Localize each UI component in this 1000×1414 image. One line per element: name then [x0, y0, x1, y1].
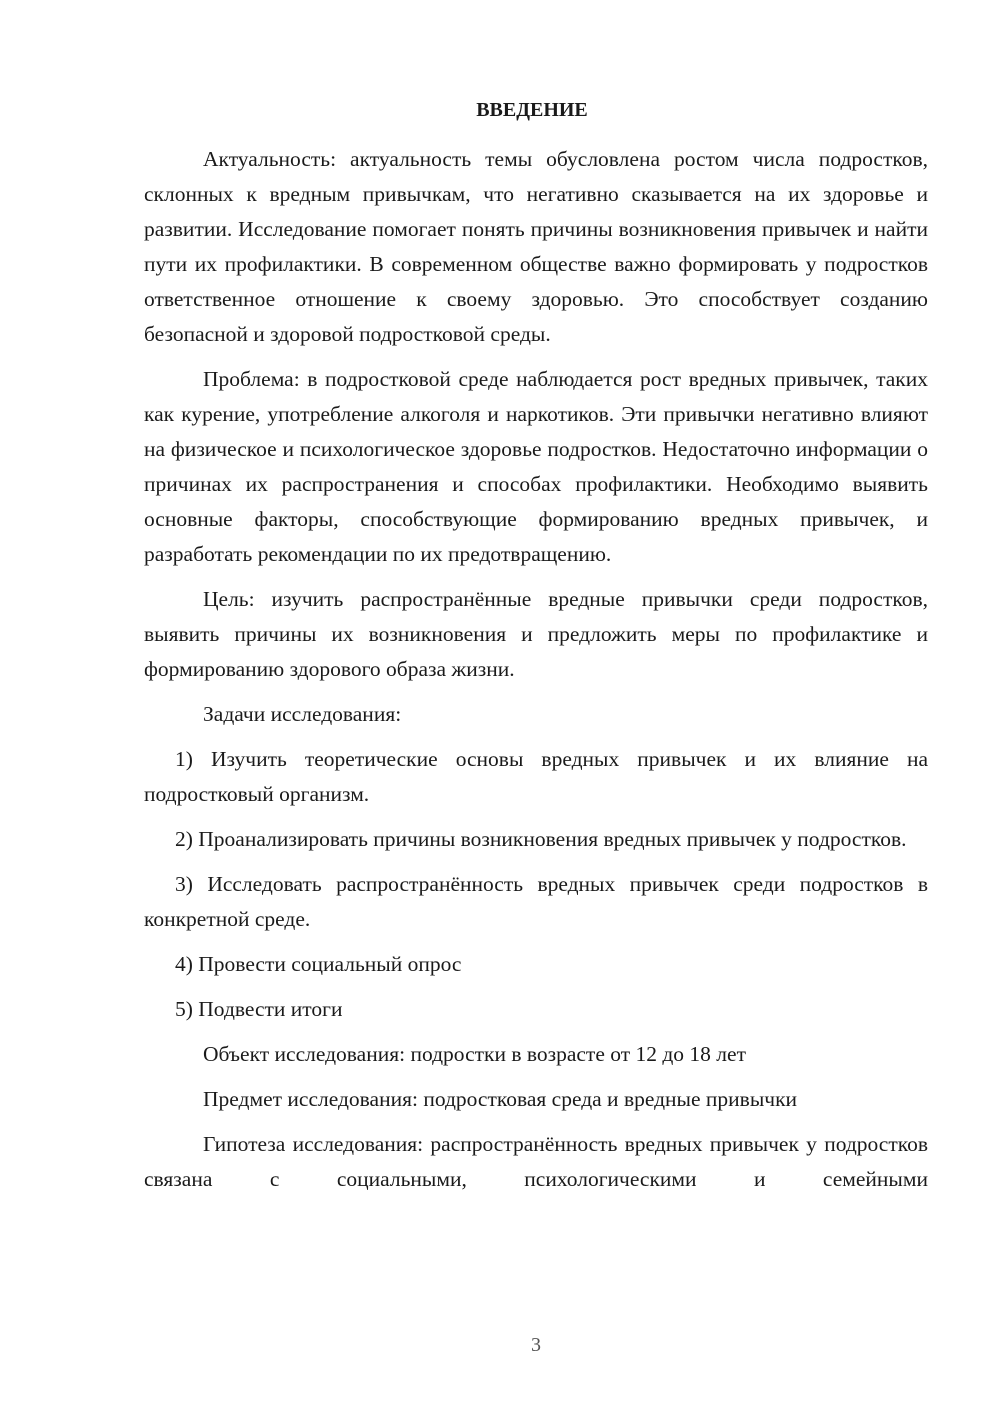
task-item-4: 4) Провести социальный опрос — [175, 952, 462, 976]
research-subject: Предмет исследования: подростковая среда и вредные привычки — [203, 1087, 798, 1111]
section-title: ВВЕДЕНИЕ — [476, 99, 588, 121]
task-item-2: 2) Проанализировать причины возникновения вредных привычек у подростков. — [175, 827, 907, 851]
task-item-5: 5) Подвести итоги — [175, 997, 343, 1021]
paragraph-problem: Проблема: в подростковой среде наблюдается рост вредных привычек, таких как курение, употребление алкоголя и наркотиков. Эти привычки негативно влияют на физическое и психологическое здоровье подростков. Недостаточно информации о причинах их распространения и способах профилактики. Необходимо выявить основные факторы, способствующие формированию вредных привычек, и разработать рекомендации по их предотвращению. — [144, 367, 928, 566]
research-object: Объект исследования: подростки в возрасте от 12 до 18 лет — [203, 1042, 746, 1066]
research-hypothesis: Гипотеза исследования: распространённость вредных привычек у подростков связана с социальными, психологическими и семейными — [144, 1132, 928, 1191]
task-item-1: 1) Изучить теоретические основы вредных привычек и их влияние на подростковый организм. — [144, 747, 928, 806]
tasks-heading: Задачи исследования: — [203, 702, 402, 726]
page-content — [144, 96, 928, 1203]
page-number: 3 — [531, 1334, 541, 1356]
paragraph-relevance: Актуальность: актуальность темы обусловлена ростом числа подростков, склонных к вредным привычкам, что негативно сказывается на их здоровье и развитии. Исследование помогает понять причины возникновения привычек и найти пути их профилактики. В современном обществе важно формировать у подростков ответственное отношение к своему здоровью. Это способствует созданию безопасной и здоровой подростковой среды. — [144, 147, 928, 346]
paragraph-goal: Цель: изучить распространённые вредные привычки среди подростков, выявить причины их возникновения и предложить меры по профилактике и формированию здорового образа жизни. — [144, 587, 928, 681]
task-item-3: 3) Исследовать распространённость вредных привычек среди подростков в конкретной среде. — [144, 872, 928, 931]
